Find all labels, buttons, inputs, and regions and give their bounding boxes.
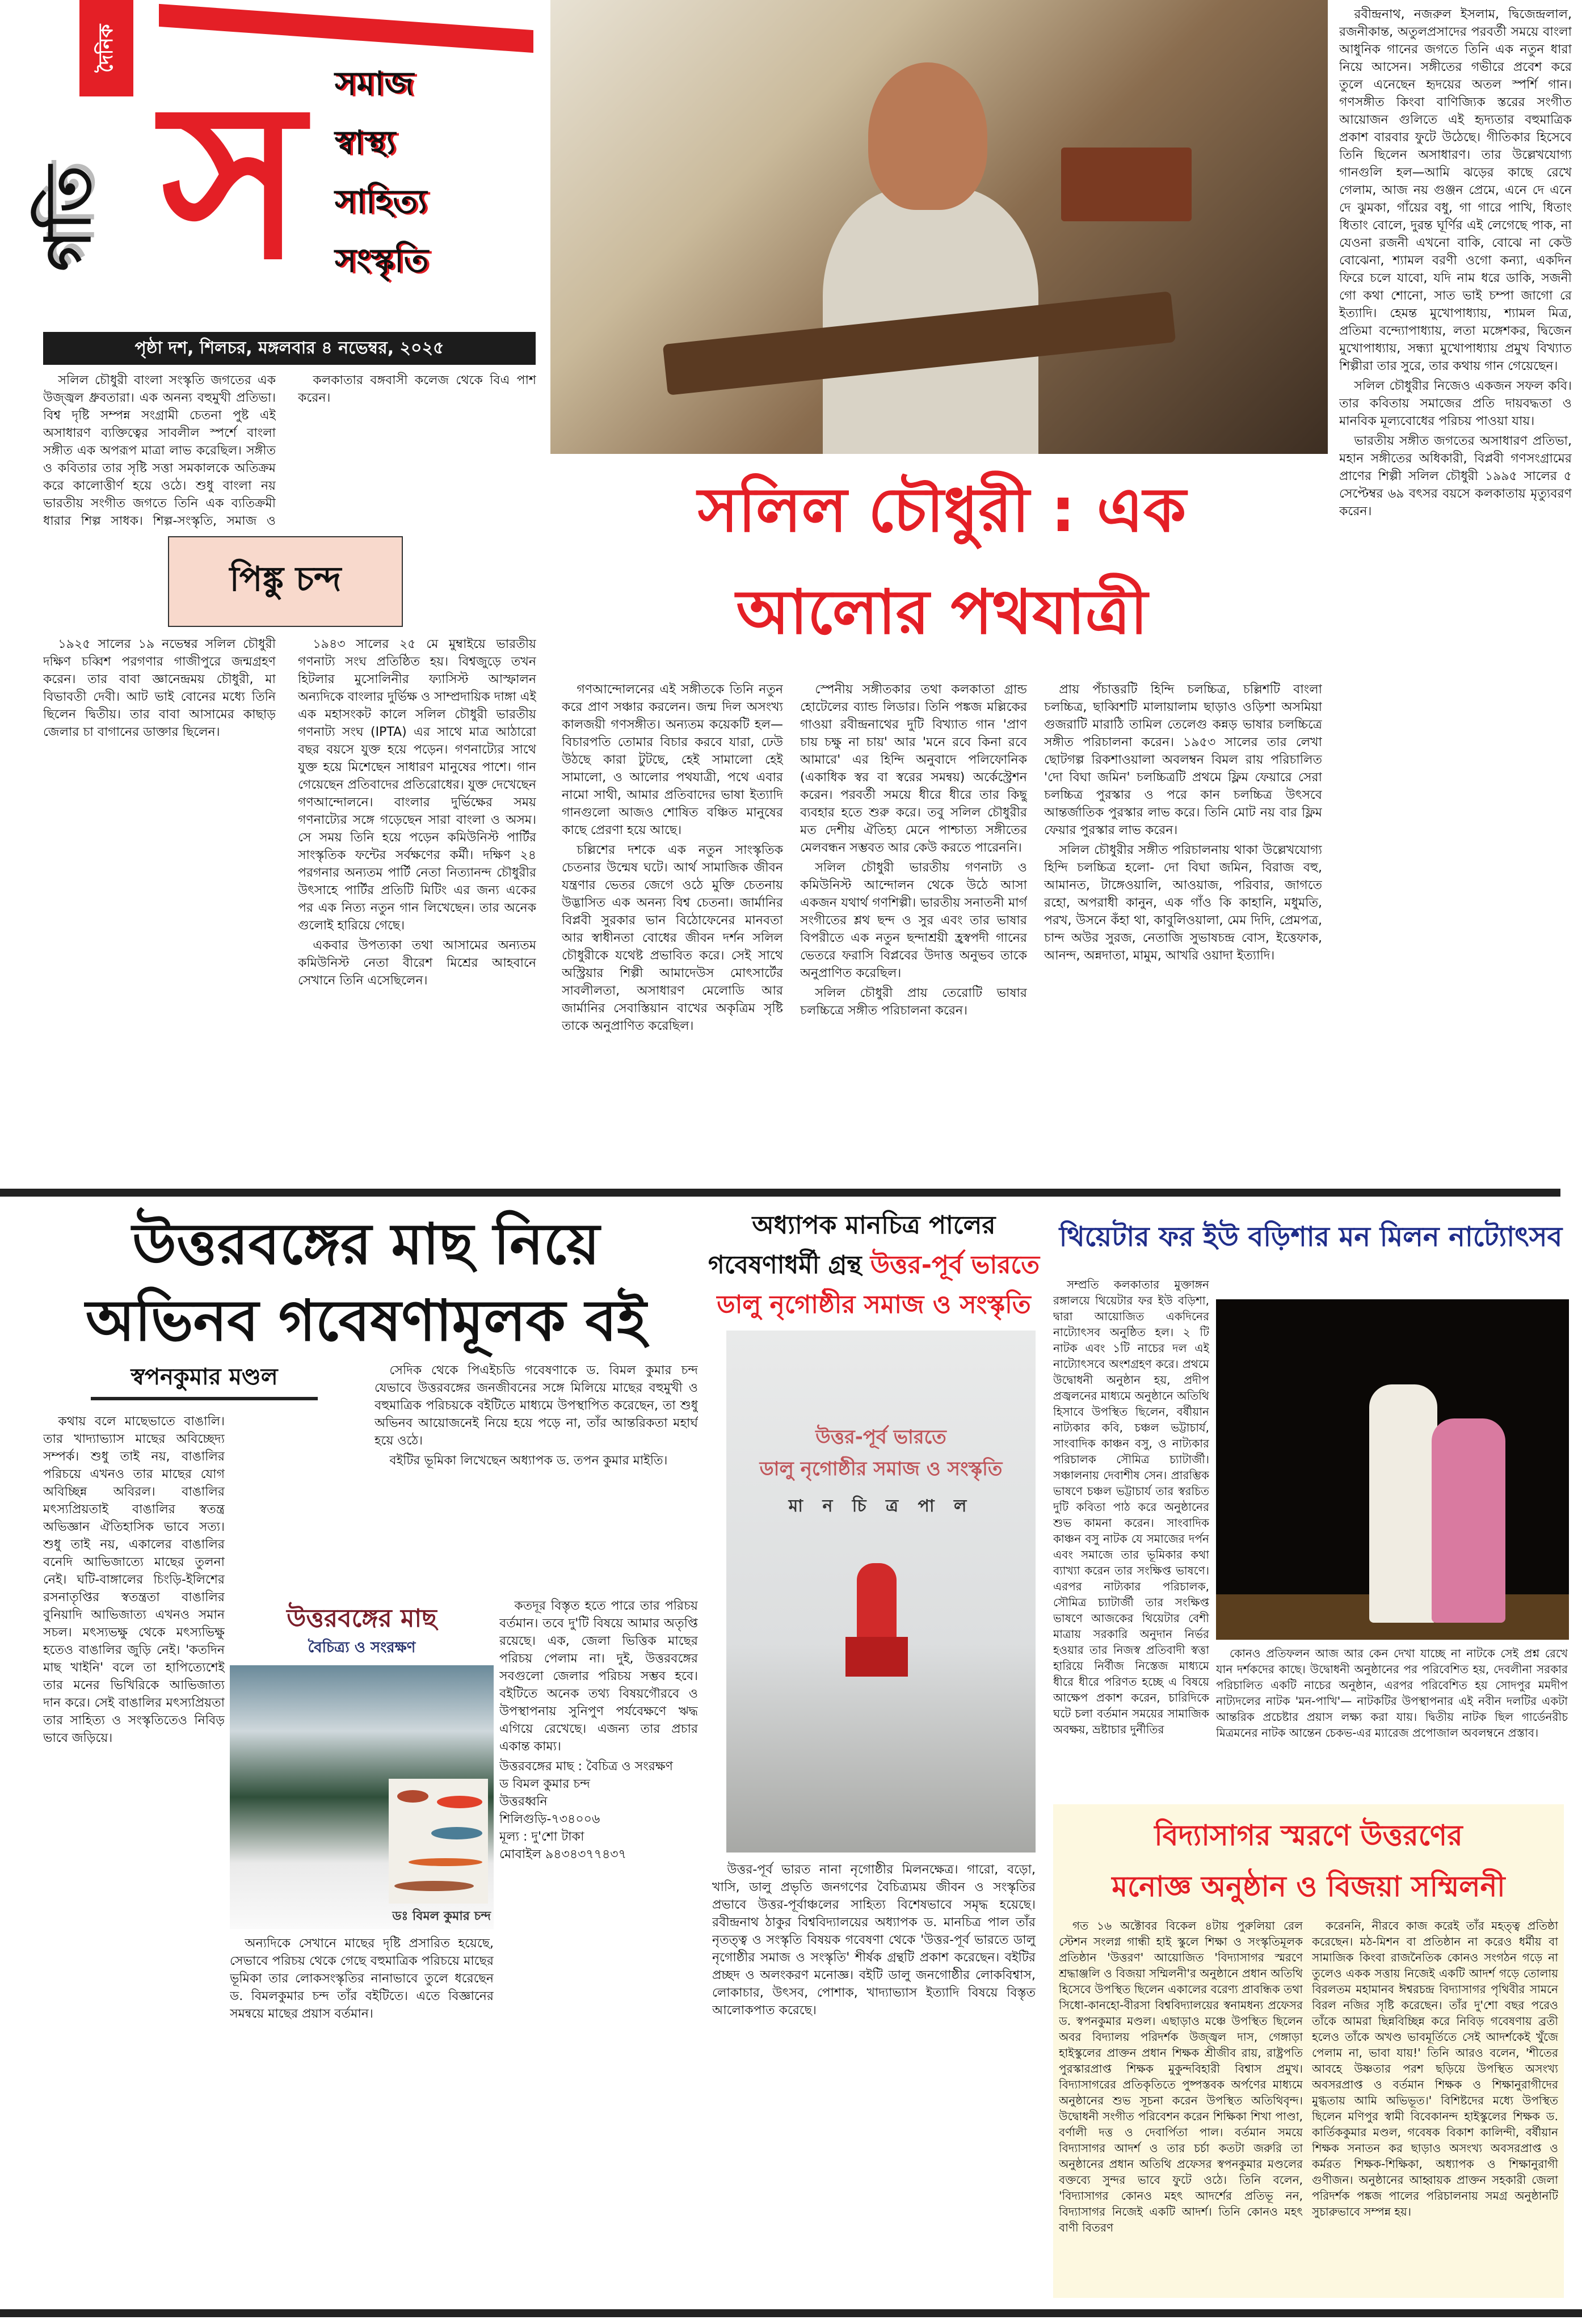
paragraph: উত্তর-পূর্ব ভারত নানা নৃগোষ্ঠীর মিলনক্ষেত্র। গারো, বড়ো, খাসি, ডালু প্রভৃতি জনগণের বৈচিত্র্যময় জীবন ও সংস্কৃতির প্রভাবে উত্তর-পূর্বাঞ্চলের সাহিত্য বিশেষভাবে সমৃদ্ধ হয়েছে। রবীন্দ্রনাথ ঠাকুর বিশ্ববিদ্যালয়ের অধ্যাপক ড. মানচিত্র পাল তাঁর নৃতত্ত্ব ও সংস্কৃতি বিষয়ক গবেষণা থেকে 'উত্তর-পূর্ব ভারতে ডালু নৃগোষ্ঠীর সমাজ ও সংস্কৃতি' শীর্ষক গ্রন্থটি প্রকাশ করেছেন। বইটির প্রচ্ছদ ও অলংকরণ মনোজ্ঞ। বইটি ডালু জনগোষ্ঠীর লোকবিশ্বাস, লোকাচার, উৎসব, পোশাক, খাদ্যাভ্যাস ইত্যাদি বিষয়ে বিস্তৃত আলোকপাত করেছে। [712, 1863, 1036, 2018]
article-title-vidyasagar [1053, 1810, 1564, 1912]
title-line: মনোজ্ঞ অনুষ্ঠান ও বিজয়া সম্মিলনী [1112, 1870, 1505, 1903]
dalu-body [712, 1861, 1036, 2304]
paragraph: কলকাতার বঙ্গবাসী কলেজ থেকে বিএ পাশ করেন। [298, 373, 536, 405]
cover-author: ডঃ বিমল কুমার চন্দ [392, 1909, 491, 1923]
photo-actor [1369, 1384, 1437, 1623]
brand-strip: দৈনিক [79, 0, 133, 96]
article-title-salil [556, 460, 1328, 675]
author-byline-salil: পিঙ্কু চন্দ [168, 536, 403, 627]
photo-person-head [868, 62, 987, 210]
dalu-book-cover [726, 1331, 1036, 1853]
paragraph: কথায় বলে মাছেভাতে বাঙালি। তার খাদ্যাভ্যাস মাছের অবিচ্ছেদ্য সম্পর্ক। শুধু তাই নয়, বাঙালির পরিচয়ে এখনও তার মাছের যোগ অবিচ্ছিন্ন অবিরল। বাঙালির মৎস্যপ্রিয়তাই বাঙালির স্বতন্ত্র অভিজ্ঞান ঐতিহাসিক ভাবে সত্য। শুধু তাই নয়, একালের বাঙালির বনেদি আভিজাত্যে মাছের তুলনা নেই। ঘটি-বাঙ্গালের চিংড়ি-ইলিশের রসনাতৃপ্তির স্বতন্ত্রতা বাঙালির বুনিয়াদি আভিজাত্য এখনও সমান সচল। মৎস্যভক্ষু থেকে মৎস্যভিক্ষু হতেও বাঙালির জুড়ি নেই। 'কতদিন মাছ খাইনি' বলে তা হাপিত্যেশেই তার মনের ভিখিরিকে আভিজাত্য দান করে। সেই বাঙালির মৎস্যপ্রিয়তা তার সাহিত্য ও সংস্কৃতিতেও নিবিড় ভাবে জড়িয়ে। [43, 1414, 225, 1745]
salil-col-2b [298, 635, 536, 1180]
paragraph: ভারতীয় সঙ্গীত জগতের অসাধারণ প্রতিভা, মহান সঙ্গীতের অধিকারী, বিপ্লবী গণসংগ্রামের প্রাণের শিল্পী সলিল চৌধুরী ১৯৯৫ সালের ৫ সেপ্টেম্বর ৬৯ বৎসর বয়সে কলকাতায় মৃত্যুবরণ করেন। [1339, 434, 1572, 519]
cover-title [726, 1421, 1036, 1485]
headline-red: ডালু নৃগোষ্ঠীর সমাজ ও সংস্কৃতি [717, 1290, 1031, 1319]
paragraph: ১৯৪৩ সালের ২৫ মে মুম্বাইয়ে ভারতীয় গণনাট্য সংঘ প্রতিষ্ঠিত হয়। বিশ্বজুড়ে তখন হিটলার মুসোলিনীর ফ্যাসিস্ট আস্ফালন অন্যদিকে বাংলার দুর্ভিক্ষ ও সাম্প্রদায়িক দাঙ্গা এই এক মহাসংকট কালে সলিল চৌধুরী ভারতীয় গণনাট্য সংঘ (IPTA) এর সাথে মাত্র আঠারো বছর বয়সে যুক্ত হয়ে পড়েন। গণনাট্যের সাথে যুক্ত হয়ে মিশেছেন সাধারণ মানুষের পাশে। গান গেয়েছেন প্রতিবাদের প্রতিরোধের। যুক্ত দেখেছেন গণআন্দোলনে। বাংলার দুর্ভিক্ষের সময় গণনাট্যের সঙ্গে গড়েছেন সারা বাংলা ও অসম। সে সময় তিনি হয়ে পড়েন কমিউনিস্ট পার্টির সাংস্কৃতিক ফন্টের সর্বক্ষণের কর্মী। দক্ষিণ ২৪ পরগনার অন্যতম পার্টি নেতা নিত্যানন্দ চৌধুরীর উৎসাহে পার্টির প্রতিটি মিটিং এর জন্য একের পর এক নিত্য নতুন গান লিখেছেন। তার অনেক গুলোই হারিয়ে গেছে। [298, 637, 536, 933]
paragraph: রবীন্দ্রনাথ, নজরুল ইসলাম, দ্বিজেন্দ্রলাল, রজনীকান্ত, অতুলপ্রসাদের পরবর্তী সময়ে বাংলা আধুনিক গানের জগতে তিনি এক নতুন ধারা নিয়ে আসেন। সঙ্গীতের গভীরে প্রবেশ করে তুলে এনেছেন হৃদয়ের অতল স্পর্শি গান। গণসঙ্গীত কিংবা বাণিজ্যিক স্তরের সংগীত আয়োজন গুলিতে এই হৃদ্যতার বহুমাত্রিক প্রকাশ বারবার ফুটে উঠেছে। গীতিকার হিসেবে তিনি ছিলেন অসাধারণ। তার উল্লেখযোগ্য গানগুলি হল—আমি ঝড়ের কাছে রেখে গেলাম, আজ নয় গুঞ্জন প্রেমে, এনে দে এনে দে ঝুমকা, গাঁয়ের বধু, গা গারে পাখি, ধিতাং ধিতাং বোলে, দুরন্ত ঘূর্ণির এই লেগেছে পাক, না যেওনা রজনী এখনো বাকি, বোঝে না কেউ বোঝেনা, শ্যামল বরণী ওগো কন্যা, একদিন ফিরে চলে যাবো, যদি নাম ধরে ডাকি, সজনী গো কথা শোনো, সাত ভাই চম্পা জাগো রে ইত্যাদি। হেমন্ত মুখোপাধ্যায়, শ্যামল মিত্র, প্রতিমা বন্দ্যোপাধ্যায়, লতা মঙ্গেশকর, দ্বিজেন মুখোপাধ্যায়, সন্ধ্যা মুখোপাধ্যায় প্রমুখ বিখ্যাত শিল্পীরা তার সুরে, তার কথায় গান গেয়েছেন। [1339, 7, 1572, 373]
salil-col-1b [43, 635, 276, 1180]
fish-icon [409, 1858, 482, 1866]
paragraph: চল্লিশের দশকে এক নতুন সাংস্কৃতিক চেতনার উন্মেষ ঘটে। আর্থ সামাজিক জীবন যন্ত্রণার ভেতর জেগে ওঠে মুক্তি চেতনায় উদ্ভাসিত এক অনন্য বিশ্ব চেতনা। জার্মানির বিপ্লবী সুরকার ভান বিঠোফেনের মানবতা আর স্বাধীনতা বোধের জীবন দর্শন সলিল চৌধুরীকে যথেষ্ট প্রভাবিত করে। সেই সাথে অস্ট্রিয়ার শিল্পী আমাদেউস মোৎসার্টের সাবলীলতা, অসাধারণ মেলোডি আর জার্মানির সেবাস্তিয়ান বাখের অকৃত্রিম সৃষ্টি তাকে অনুপ্রাণিত করেছিল। [562, 843, 783, 1033]
fish-icon [431, 1827, 482, 1839]
kicker: অধ্যাপক মানচিত্র পালের [752, 1211, 996, 1240]
vidyasagar-col-1 [1059, 1918, 1303, 2292]
paragraph: সম্প্রতি কলকাতার মুক্তাঙ্গন রঙ্গালয়ে থিয়েটার ফর ইউ বড়িশা, দ্বারা আয়োজিত একদিনের নাট্যোৎসব অনুষ্ঠিত হল। ২ টি নাটক এবং ১টি নাচের দল এই নাট্যোৎসবে অংশগ্রহণ করে। প্রথমে উদ্বোধনী অনুষ্ঠান হয়, প্রদীপ প্রজ্বলনের মাধ্যমে অনুষ্ঠানে অতিথি হিসাবে উপস্থিত ছিলেন, বর্ষীয়ান নাট্যকার কবি, চঞ্চল ভট্টাচার্য, সাংবাদিক কাঞ্চন বসু, ও নাট্যকার পরিচালক সৌমিত্র চ্যাটার্জী। সঞ্চালনায় দেবাশীষ সেন। প্রারম্ভিক ভাষণে চঞ্চল ভট্টাচার্য তার স্বরচিত দুটি কবিতা পাঠ করে অনুষ্ঠানের শুভ কামনা করেন। সাংবাদিক কাঞ্চন বসু নাটক যে সমাজের দর্পন এবং সমাজে তার ভূমিকার কথা ব্যাখ্যা করেন তার সংক্ষিপ্ত ভাষণে। এরপর নাট্যকার পরিচালক, সৌমিত্র চ্যাটার্জী তার সংক্ষিপ্ত ভাষণে আজকের থিয়েটার বেশী মাত্রায় সরকারি অনুদান নির্ভর হওয়ার তার নিজস্ব প্রতিবাদী স্বত্তা হারিয়ে নির্বীজ নিস্তেজ মাধ্যমে ধীরে ধীরে পরিণত হচ্ছে এ বিষয়ে আক্ষেপ প্রকাশ করেন, চারিদিকে ঘটে চলা বর্তমান সময়ের সামাজিক অবক্ষয়, ভ্রষ্টাচার দুর্নীতির [1053, 1278, 1209, 1736]
salil-col-2a [298, 372, 536, 531]
paragraph: স্পেনীয় সঙ্গীতকার তথা কলকাতা গ্রান্ড হোটেলের ব্যান্ড লিডার। তিনি পঙ্কজ মল্লিকের গাওয়া রবীন্দ্রনাথের দুটি বিখ্যাত গান 'প্রাণ চায় চক্ষু না চায়' আর 'মনে রবে কিনা রবে আমারে' এর হিন্দি অনুবাদে পলিফোনিক (একাধিক স্বর বা স্বরের সমন্বয়) অর্কেস্ট্রেশন করেন। পরবর্তী সময়ে ধীরে ধীরে তার কিছু ব্যবহার হতে শুরু করে। তবু সলিল চৌধুরীর মত দেশীয় ঐতিহ্য মেনে পাশ্চাত্য সঙ্গীতের মেলবন্ধন সম্ভবত আর কেউ করতে পারেননি। [800, 683, 1027, 855]
fish-icon [397, 1790, 428, 1803]
book-info-title: উত্তরবঙ্গের মাছ : বৈচিত্র ও সংরক্ষণ [499, 1759, 673, 1774]
book-info-publisher: উত্তরধ্বনি [499, 1795, 548, 1809]
paragraph: সেদিক থেকে পিএইচডি গবেষণাকে ড. বিমল কুমার চন্দ যেভাবে উত্তরবঙ্গের জনজীবনের সঙ্গে মিলিয়ে মাছের বহুমুখী ও বহুমাত্রিক পরিচয়কে বইটিতে মাধ্যমে উপস্থাপিত করেছেন, তা শুধু অভিনব আয়োজনেই নিয়ে হয়ে পড়ে না, তাঁর আন্তরিকতা মহার্ঘ হয়ে ওঠে। [375, 1363, 698, 1448]
paragraph: বইটির ভূমিকা লিখেছেন অধ্যাপক ড. তপন কুমার মাইতি। [389, 1454, 668, 1468]
salil-col-5 [1044, 681, 1322, 1180]
paragraph: করেননি, নীরবে কাজ করেই তাঁর মহত্ত্ব প্রতিষ্ঠা করেছেন। মঠ-মিশন বা প্রতিষ্ঠান না করেও ধর্মীয় বা সামাজিক কিংবা রাজনৈতিক কোনও সংগঠন গড়ে না তুলেও একক সত্তায় নিজেই একটি আদর্শ গড়ে তোলায় বিরলতম মহামানব ঈশ্বরচন্দ্র বিদ্যাসাগর পৃথিবীর সামনে বিরল নজির সৃষ্টি করেছেন। তাঁর দু'শো বছর পরেও তাঁকে আমরা ছিন্নবিচ্ছিন্ন করে নিবিড় গবেষণায় ব্রতী হলেও তাঁকে অখণ্ড ভাবমূর্তিতে সেই আদর্শকেই খুঁজে পেলাম না, ভাবা যায়!' তিনি আরও বলেন, 'শীতের আবহে উষ্ণতার পরশ ছড়িয়ে উপস্থিত অসংখ্য অবসরপ্রাপ্ত ও বর্তমান শিক্ষক ও শিক্ষানুরাগীদের মুগ্ধতায় আমি অভিভূত।' বিশিষ্টদের মধ্যে উপস্থিত ছিলেন মণিপুর স্বামী বিবেকানন্দ হাইস্কুলের শিক্ষক ড. কার্তিককুমার মণ্ডল, গবেষক বিকাশ কালিন্দী, বর্ষীয়ান শিক্ষক সনাতন কর ছাড়াও অসংখ্য অবসরপ্রাপ্ত ও কর্মরত শিক্ষক-শিক্ষিকা, অধ্যাপক ও শিক্ষানুরাগী গুণীজন। অনুষ্ঠানের আহ্বায়ক প্রাক্তন সহকারী জেলা পরিদর্শক পঙ্কজ পালের পরিচালনায় সমগ্র অনুষ্ঠানটি সুচারুভাবে সম্পন্ন হয়। [1312, 1919, 1558, 2218]
paragraph: কতদূর বিস্তৃত হতে পারে তার পরিচয় বর্তমান। তবে দু'টি বিষয়ে আমার অতৃপ্তি রয়েছে। এক, জেলা ভিত্তিক মাছের পরিচয় পেলাম না। দুই, উত্তরবঙ্গের সবগুলো জেলার পরিচয় সম্ভব হবে। বইটিতে অনেক তথ্য বিষয়গৌরবে ও উপস্থাপনায় সুনিপুণ পর্যবেক্ষণে ঋদ্ধ এগিয়ে রেখেছে। এজন্য তার প্রচার একান্ত কাম্য। [499, 1599, 698, 1754]
paragraph: সলিল চৌধুরী প্রায় তেরোটি ভাষার চলচ্চিত্রে সঙ্গীত পরিচালনা করেন। [800, 986, 1027, 1018]
paragraph: সলিল চৌধুরী বাংলা সংস্কৃতি জগতের এক উজ্জ্বল ধ্রুবতারা। এক অনন্য বহুমুখী প্রতিভা। বিশ্ব দৃষ্টি সম্পন্ন সংগ্রামী চেতনা পুষ্ট এই অসাধারণ ব্যক্তিত্বের সাবলীল স্পর্শে বাংলা সঙ্গীত এক অপরূপ মাত্রা লাভ করেছিল। সঙ্গীত ও কবিতার তার সৃষ্টি সত্তা সমকালকে অতিক্রম করে কালোত্তীর্ণ হয়ে ওঠে। শুধু বাংলা নয় ভারতীয় সংগীত জগতে তিনি এক ব্যতিক্রমী ধারার শিল্প সাধক। শিল্প-সংস্কৃতি, সমাজ ও [43, 373, 276, 528]
paragraph: কোনও প্রতিফলন আজ আর কেন দেখা যাচ্ছে না নাটকে সেই প্রশ্ন রেখে যান দর্শকদের কাছে। উদ্বোধনী অনুষ্ঠানের পর পরিবেশিত হয়, দেবলীনা সরকার পরিচালিত একটি নাচের অনুষ্ঠান, এরপর পরিবেশিত হয় সোদপুর মমদীপ নাট্যদলের নাটক 'মন-পাখি'— নাটকটির উপস্থাপনার এই নবীন দলটির একটা আন্তরিক প্রচেষ্টার প্রয়াস লক্ষ্য করা যায়। দ্বিতীয় নাটক ছিল গার্ডেনরীচ মিত্রমনের নাটক আন্তেন চেকভ-এর ম্যারেজ প্রপোজাল অবলম্বনে প্রস্তাব। [1216, 1647, 1568, 1740]
paragraph: অন্যদিকে সেখানে মাছের দৃষ্টি প্রসারিত হয়েছে, সেভাবে পরিচয় থেকে গেছে বহুমাত্রিক পরিচয়ে মাছের ভূমিকা তার লোকসংস্কৃতির নানাভাবে তুলে ধরেছেন ড. বিমলকুমার চন্দ তাঁর বইটিতে। এতে বিজ্ঞানের সমন্বয়ে মাছের প্রয়াস বর্তমান। [230, 1936, 494, 2021]
cover-fish-inset [389, 1779, 488, 1904]
byline-underline [91, 1397, 318, 1400]
fish-icon [394, 1881, 474, 1891]
cover-drum [845, 1637, 908, 1677]
cover-title-line: ডালু নৃগোষ্ঠীর সমাজ ও সংস্কৃতি [759, 1458, 1003, 1480]
fish-icon [437, 1796, 482, 1808]
theatre-col-2 [1216, 1645, 1568, 1799]
photo-actress [1432, 1418, 1505, 1623]
salil-col-4 [800, 681, 1027, 1180]
vidyasagar-col-2 [1312, 1918, 1558, 2292]
bottom-rule [0, 2309, 1582, 2317]
fish-book-cover [230, 1597, 494, 1929]
masthead-section-words [335, 54, 528, 290]
book-info-price: মূল্য : দু'শো টাকা [499, 1830, 584, 1844]
paragraph: গত ১৬ অক্টোবর বিকেল ৪টায় পুরুলিয়া রেল স্টেশন সংলগ্ন গান্ধী হাই স্কুলে শিক্ষা ও সংস্কৃতিমূলক প্রতিষ্ঠান 'উত্তরণ' আয়োজিত 'বিদ্যাসাগর স্মরণে শ্রদ্ধাঞ্জলি ও বিজয়া সম্মিলনী'র অনুষ্ঠানে প্রধান অতিথি হিসেবে উপস্থিত ছিলেন একালের বরেণ্য প্রাবন্ধিক তথা সিধো-কানহো-বীরসা বিশ্ববিদ্যালয়ের স্বনামধন্য প্রফেসর ড. স্বপনকুমার মণ্ডল। এছাড়াও মঞ্চে উপস্থিত ছিলেন অবর বিদ্যালয় পরিদর্শক উজ্জ্বল দাস, গেঙ্গাড়া হাইস্কুলের প্রাক্তন প্রধান শিক্ষক শ্রীজীব রায়, রাষ্ট্রপতি পুরস্কারপ্রাপ্ত শিক্ষক মুকুন্দবিহারী বিশ্বাস প্রমুখ। বিদ্যাসাগরের প্রতিকৃতিতে পুষ্পস্তবক অর্পণের মাধ্যমে অনুষ্ঠানের শুভ সূচনা করেন উপস্থিত অতিথিবৃন্দ। উদ্বোধনী সংগীত পরিবেশন করেন শিক্ষিকা শিখা পাণ্ডা, বর্ণালী দত্ত ও দেবার্পিতা পাল। বর্তমান সময়ে বিদ্যাসাগর আদর্শ ও তার চর্চা কতটা জরুরি তা অনুষ্ঠানের প্রধান অতিথি প্রফেসর স্বপনকুমার মণ্ডলের বক্তব্যে সুন্দর ভাবে ফুটে ওঠে। তিনি বলেন, 'বিদ্যাসাগর কোনও মহৎ আদর্শের প্রতিভূ নন, বিদ্যাসাগর নিজেই একটি আদর্শ। তিনি কোনও মহৎ বাণী বিতরণ [1059, 1919, 1303, 2234]
title-line: বিদ্যাসাগর স্মরণে উত্তরণের [1154, 1819, 1463, 1852]
section-word: সংস্কৃতি [335, 241, 429, 280]
paragraph: গণআন্দোলনের এই সঙ্গীতকে তিনি নতুন করে প্রাণ সঞ্চার করলেন। জন্ম দিল অসংখ্য কালজয়ী গণসঙ্গীত। অন্যতম কয়েকটি হল— বিচারপতি তোমার বিচার করবে যারা, ঢেউ উঠছে কারা টুটছে, হেই সামালো হেই সামালো, ও আলোর পথযাত্রী, পথে এবার নামো সাথী, আমার প্রতিবাদের ভাষা ইত্যাদি গানগুলো আজও শোষিত বঞ্চিত মানুষের কাছে প্রেরণা হয়ে আছে। [562, 683, 783, 837]
section-word: সমাজ [335, 64, 414, 103]
paragraph: সলিল চৌধুরীর নিজেও একজন সফল কবি। তার কবিতায় সমাজের প্রতি দায়বদ্ধতা ও মানবিক মূল্যবোধের পরিচয় পাওয়া যায়। [1339, 379, 1572, 428]
fish-col-3 [230, 1935, 494, 2253]
cover-subtitle: বৈচিত্র্য ও সংরক্ষণ [308, 1639, 416, 1656]
paragraph: সলিল চৌধুরীর সঙ্গীত পরিচালনায় থাকা উল্লেখযোগ্য হিন্দি চলচ্চিত্র হলো- দো বিঘা জমিন, বিরাজ বহু, আমানত, টাঙ্গেওয়ালি, আওয়াজ, পরিবার, জাগতে রহো, অপরাধী কানুন, এক গাঁও কি কাহানি, মধুমতি, পরখ, উসনে কঁহা থা, কাবুলিওয়ালা, মেম দিদি, প্রেমপত্র, চান্দ অউর সুরজ, নেতাজি সুভাষচন্দ্র বোস, ইত্তেফাক, আনন্দ, অন্নদাতা, মামুম, আখরি ওয়াদা ইত্যাদি। [1044, 843, 1322, 963]
masthead-big-letter: স [161, 56, 304, 307]
cover-author: মা ন চি ত্র পা ল [788, 1496, 974, 1516]
headline-black: গবেষণাধর্মী গ্রন্থ [708, 1251, 862, 1279]
title-line: আলোর পথযাত্রী [736, 577, 1148, 648]
paragraph: সলিল চৌধুরী ভারতীয় গণনাট্য ও কমিউনিস্ট আন্দোলন থেকে উঠে আসা একজন যথার্থ গণশিল্পী। ভারতীয় সনাতনী মার্গ সংগীতের শ্লথ ছন্দ ও সুর এবং তার ভাষার বিপরীতে এক নতুন ছন্দাশ্রয়ী হ্রস্বপদী গানের ভেতরে ফরাসি বিপ্লবের উদাত্ত অনুভব তাকে অনুপ্রাণিত করেছিল। [800, 861, 1027, 980]
theatre-col-1 [1053, 1277, 1209, 1793]
cover-title-line: উত্তর-পূর্ব ভারতে [815, 1426, 946, 1449]
paragraph: একবার উপত্যকা তথা আসামের অন্যতম কমিউনিস্ট নেতা বীরেশ মিশ্রের আহবানে সেখানে তিনি এসেছিলেন। [298, 938, 536, 988]
salil-col-3 [562, 681, 783, 1180]
book-info-address: শিলিগুড়ি-৭৩৪০০৬ [499, 1812, 600, 1826]
fish-col-2 [375, 1362, 698, 1589]
title-line: সলিল চৌধুরী : এক [697, 475, 1186, 546]
fish-col-4 [499, 1597, 698, 2304]
fish-col-1 [43, 1413, 225, 2304]
salil-col-1a [43, 372, 276, 531]
headline-red: উত্তর-পূর্ব ভারতে [870, 1251, 1040, 1279]
article-title-dalu [704, 1206, 1044, 1328]
salil-chowdhury-photo [550, 0, 1328, 454]
section-divider [0, 1189, 1560, 1197]
cover-child-figure [857, 1563, 897, 1643]
salil-col-6 [1339, 6, 1572, 1180]
theatre-stage-photo [1216, 1299, 1569, 1640]
author-byline-fish: স্বপনকুমার মণ্ডল [131, 1364, 278, 1390]
section-word: সাহিত্য [335, 182, 427, 221]
cover-title: উত্তরবঙ্গের মাছ [287, 1604, 437, 1633]
book-info-mobile: মোবাইল ৯৪৩৪৩৭৭৪৩৭ [499, 1847, 626, 1862]
title-line: অভিনব গবেষণামূলক বই [85, 1287, 647, 1354]
photo-radio [1061, 148, 1192, 221]
paragraph: প্রায় পঁচাত্তরটি হিন্দি চলচ্চিত্র, চল্লিশটি বাংলা চলচ্চিত্র, ছাব্বিশটি মালায়ালাম ছাড়াও ওড়িশা অসমিয়া গুজরাটি মারাঠি তামিল তেলেগু কন্নড় ভাষার চলচ্চিত্রে সঙ্গীত পরিচালনা করেন। ১৯৫৩ সালের তার লেখা ছোটগল্প রিকশাওয়ালা অবলম্বন বিমল রায় পরিচালিত 'দো বিঘা জমিন' চলচ্চিত্রটি প্রথমে ফ্লিম ফেয়ারে সেরা চলচ্চিত্র পুরস্কার ও পরে কান চলচ্চিত্র উৎসবে আন্তর্জাতিক পুরস্কার লাভ করে। তিনি মোট নয় বার ফ্লিম ফেয়ার পুরস্কার লাভ করেন। [1044, 683, 1322, 837]
article-title-fish [34, 1206, 698, 1359]
book-info-author: ড বিমল কুমার চন্দ [499, 1777, 590, 1791]
newspaper-logo: গতি [32, 165, 104, 272]
article-title-theatre: থিয়েটার ফর ইউ বড়িশার মন মিলন নাট্যোৎসব [1059, 1221, 1563, 1253]
paragraph: ১৯২৫ সালের ১৯ নভেম্বর সলিল চৌধুরী দক্ষিণ চব্বিশ পরগণার গাজীপুরে জন্মগ্রহণ করেন। তার বাবা জ্ঞানেন্দ্রময় চৌধুরী, মা বিভাবতী দেবী। আট ভাই বোনের মধ্যে তিনি ছিলেন দ্বিতীয়। তার বাবা আসামের কাছাড় জেলার চা বাগানের ডাক্তার ছিলেন। [43, 637, 276, 739]
dateline: পৃষ্ঠা দশ, শিলচর, মঙ্গলবার ৪ নভেম্বর, ২০২৫ [43, 332, 536, 365]
section-word: স্বাস্থ্য [335, 123, 396, 162]
title-line: উত্তরবঙ্গের মাছ নিয়ে [132, 1211, 600, 1277]
